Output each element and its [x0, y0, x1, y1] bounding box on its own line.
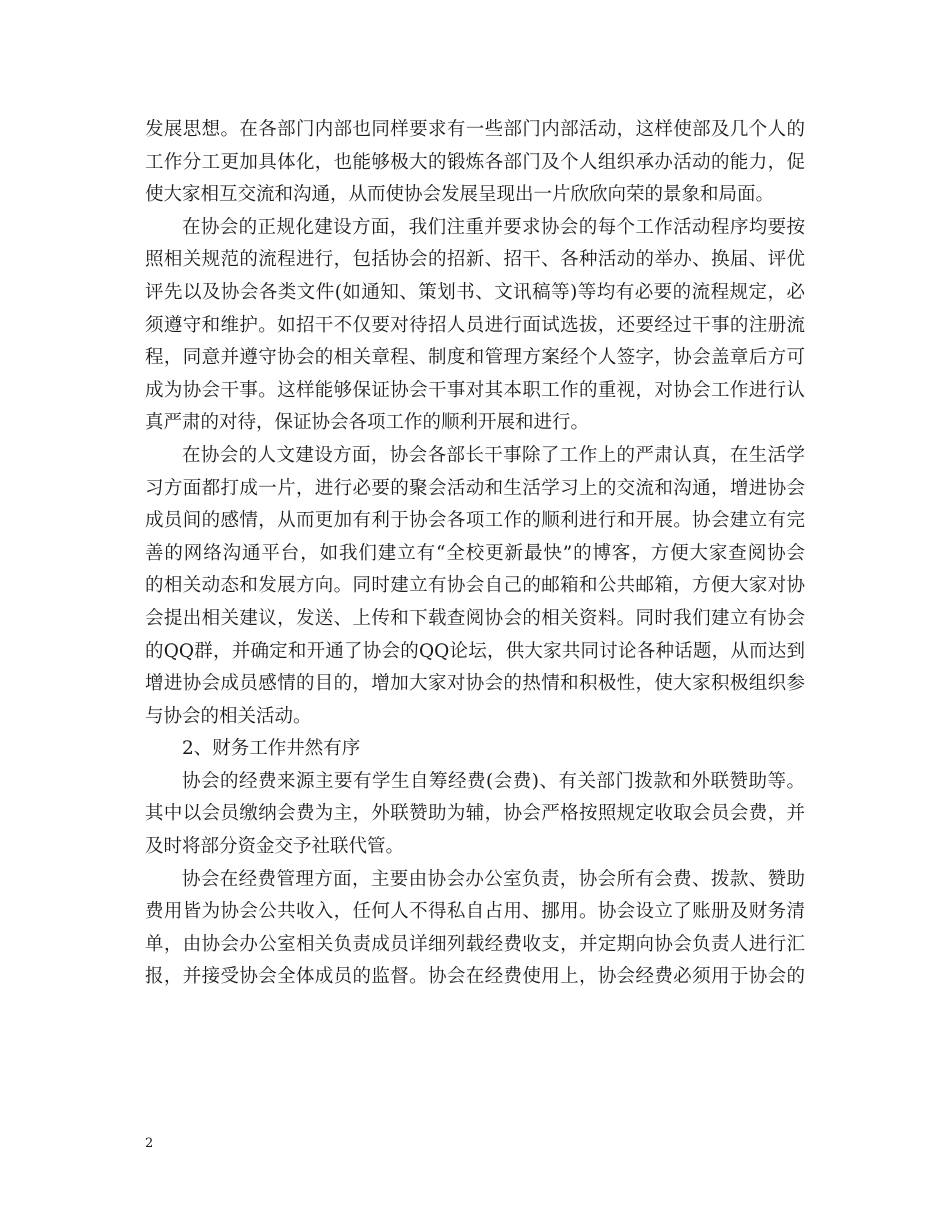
text-line: 评先以及协会各类文件(如通知、策划书、文讯稿等)等均有必要的流程规定，必 [145, 281, 805, 303]
text-line: 的相关动态和发展方向。同时建立有协会自己的邮箱和公共邮箱，方便大家对协 [145, 575, 805, 597]
text-line: 使大家相互交流和沟通，从而使协会发展呈现出一片欣欣向荣的景象和局面。 [145, 184, 775, 206]
text-line: 在协会的正规化建设方面，我们注重并要求协会的每个工作活动程序均要按 [182, 216, 805, 238]
text-line: 在协会的人文建设方面，协会各部长干事除了工作上的严肃认真，在生活学 [182, 444, 805, 466]
text-line: 增进协会成员感情的目的，增加大家对协会的热情和积极性，使大家积极组织参 [145, 673, 805, 695]
text-line: 的QQ群，并确定和开通了协会的QQ论坛，供大家共同讨论各种话题，从而达到 [145, 640, 805, 662]
section-heading: 2、财务工作井然有序 [182, 738, 361, 760]
text-line: 工作分工更加具体化，也能够极大的锻炼各部门及个人组织承办活动的能力，促 [145, 151, 805, 173]
text-line: 其中以会员缴纳会费为主，外联赞助为辅，协会严格按照规定收取会员会费，并 [145, 803, 805, 825]
text-line: 照相关规范的流程进行，包括协会的招新、招干、各种活动的举办、换届、评优 [145, 249, 805, 271]
text-line: 及时将部分资金交予社联代管。 [145, 836, 405, 858]
text-line: 习方面都打成一片，进行必要的聚会活动和生活学习上的交流和沟通，增进协会 [145, 477, 805, 499]
text-line: 善的网络沟通平台，如我们建立有“全校更新最快”的博客，方便大家查阅协会 [145, 542, 805, 564]
text-line: 会提出相关建议，发送、上传和下载查阅协会的相关资料。同时我们建立有协会 [145, 607, 805, 629]
text-line: 程，同意并遵守协会的相关章程、制度和管理方案经个人签字，协会盖章后方可 [145, 347, 805, 369]
text-line: 成为协会干事。这样能够保证协会干事对其本职工作的重视，对协会工作进行认 [145, 379, 805, 401]
text-line: 报，并接受协会全体成员的监督。协会在经费使用上，协会经费必须用于协会的 [145, 966, 805, 988]
text-line: 与协会的相关活动。 [145, 705, 312, 727]
page-number: 2 [145, 1136, 154, 1151]
text-line: 须遵守和维护。如招干不仅要对待招人员进行面试选拔，还要经过干事的注册流 [145, 314, 805, 336]
body-text [145, 114, 805, 994]
text-line: 发展思想。在各部门内部也同样要求有一些部门内部活动，这样使部及几个人的 [145, 119, 805, 140]
text-line: 真严肃的对待，保证协会各项工作的顺利开展和进行。 [145, 412, 590, 434]
text-line: 费用皆为协会公共收入，任何人不得私自占用、挪用。协会设立了账册及财务清 [145, 901, 805, 923]
text-line: 单，由协会办公室相关负责成员详细列载经费收支，并定期向协会负责人进行汇 [145, 933, 805, 955]
text-line: 协会在经费管理方面，主要由协会办公室负责，协会所有会费、拨款、赞助 [182, 868, 805, 890]
text-line: 成员间的感情，从而更加有利于协会各项工作的顺利进行和开展。协会建立有完 [145, 510, 805, 532]
text-line: 协会的经费来源主要有学生自筹经费(会费)、有关部门拨款和外联赞助等。 [182, 770, 805, 792]
